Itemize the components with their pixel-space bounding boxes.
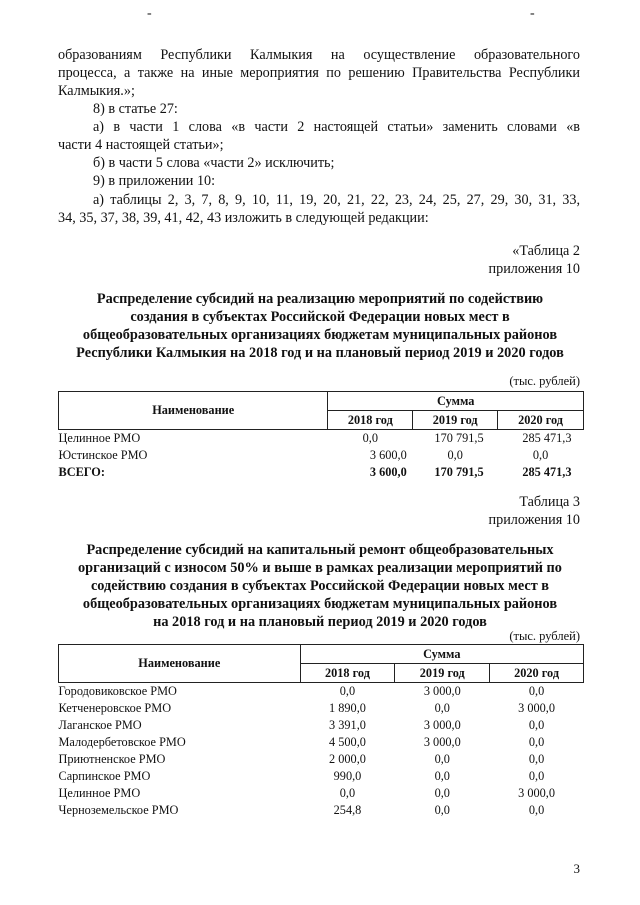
- intro-line-1: образованиям Республики Калмыкия на осуществление образовательного: [58, 47, 580, 63]
- table2-ref-line-1: «Таблица 2: [512, 243, 580, 259]
- row-name: Целинное РМО: [58, 786, 141, 800]
- table-row: [59, 734, 584, 751]
- item-8a-line-2: части 4 настоящей статьи»;: [58, 137, 224, 153]
- row-value: 285 471,3: [522, 431, 572, 445]
- row-value: 1 890,0: [329, 701, 366, 715]
- total-value: 285 471,3: [522, 465, 572, 479]
- row-value: 0,0: [532, 448, 549, 462]
- row-name: Черноземельское РМО: [58, 803, 179, 817]
- table-row: [59, 700, 584, 717]
- table2-title-line-4: Республики Калмыкия на 2018 год и на плановый период 2019 и 2020 годов: [76, 345, 564, 361]
- row-value: 0,0: [362, 431, 379, 445]
- row-value: 0,0: [434, 752, 450, 766]
- row-value: 3 000,0: [423, 684, 461, 698]
- item-9a-line-1: а) таблицы 2, 3, 7, 8, 9, 10, 11, 19, 20, 21, 22, 23, 24, 25, 27, 29, 30, 31, 33,: [93, 192, 580, 208]
- table2-header-year: 2018 год: [328, 411, 413, 430]
- table2-title-line-1: Распределение субсидий на реализацию мероприятий по содействию: [96, 291, 544, 307]
- table-row: [59, 717, 584, 734]
- table-row: [59, 430, 584, 448]
- table3-units: (тыс. рублей): [509, 629, 580, 643]
- row-value: 0,0: [434, 701, 450, 715]
- table3-title-line-2: организаций с износом 50% и выше в рамках реализации мероприятий по: [78, 560, 562, 576]
- row-value: 3 000,0: [518, 786, 556, 800]
- row-value: 3 600,0: [369, 448, 407, 462]
- table-row: [59, 768, 584, 785]
- row-value: 0,0: [434, 769, 450, 783]
- row-value: 3 000,0: [423, 718, 461, 732]
- table2: [58, 391, 584, 481]
- table-total-row: [59, 464, 584, 481]
- row-name: Сарпинское РМО: [58, 769, 151, 783]
- table-row: [59, 751, 584, 768]
- table2-units: (тыс. рублей): [509, 374, 580, 388]
- row-name: Юстинское РМО: [58, 448, 148, 462]
- item-8: 8) в статье 27:: [93, 101, 178, 117]
- total-label: ВСЕГО:: [58, 465, 105, 479]
- row-name: Городовиковское РМО: [58, 684, 177, 698]
- row-name: Кетченеровское РМО: [58, 701, 172, 715]
- table-row: [59, 447, 584, 464]
- table3-title-line-5: на 2018 год и на плановый период 2019 и 2020 годов: [153, 614, 487, 630]
- intro-line-3: Калмыкия.»;: [58, 83, 135, 99]
- row-value: 170 791,5: [434, 431, 484, 445]
- table3: [58, 644, 584, 819]
- row-value: 3 000,0: [423, 735, 461, 749]
- table-row: [59, 802, 584, 819]
- row-value: 3 000,0: [518, 701, 556, 715]
- row-name: Лаганское РМО: [58, 718, 142, 732]
- table2-header-year: 2019 год: [413, 411, 498, 430]
- item-8b: б) в части 5 слова «части 2» исключить;: [93, 155, 335, 171]
- row-value: 0,0: [339, 786, 356, 800]
- row-value: 254,8: [333, 803, 362, 817]
- table3-header-year: 2018 год: [300, 664, 395, 683]
- row-value: 0,0: [528, 718, 545, 732]
- total-value: 3 600,0: [369, 465, 407, 479]
- row-value: 990,0: [333, 769, 362, 783]
- table3-title-line-1: Распределение субсидий на капитальный ремонт общеобразовательных: [86, 542, 554, 558]
- row-value: 0,0: [528, 752, 545, 766]
- table3-header-name: Наименование: [59, 645, 301, 683]
- table2-title-line-3: общеобразовательных организациях бюджетам муниципальных районов: [82, 327, 558, 343]
- item-9: 9) в приложении 10:: [93, 173, 216, 189]
- header-dash-left: -: [147, 6, 152, 21]
- table3-header-year: 2020 год: [490, 664, 584, 683]
- table3-ref-line-1: Таблица 3: [519, 494, 580, 510]
- intro-line-2: процесса, а также на иные мероприятия по решению Правительства Республики: [58, 65, 580, 81]
- row-name: Приютненское РМО: [58, 752, 166, 766]
- table3-title-line-4: общеобразовательных организациях бюджетам муниципальных районов: [82, 596, 558, 612]
- item-9a-line-2: 34, 35, 37, 38, 39, 41, 42, 43 изложить в следующей редакции:: [58, 210, 429, 226]
- row-value: 0,0: [528, 769, 545, 783]
- total-value: 170 791,5: [434, 465, 484, 479]
- table3-header-year: 2019 год: [395, 664, 490, 683]
- header-dash-right: -: [530, 6, 535, 21]
- row-value: 0,0: [528, 803, 545, 817]
- row-name: Целинное РМО: [58, 431, 141, 445]
- table2-header-name: Наименование: [59, 392, 328, 430]
- row-value: 0,0: [339, 684, 356, 698]
- table2-title-line-2: создания в субъектах Российской Федерации новых мест в: [130, 309, 510, 325]
- table2-ref-line-2: приложения 10: [488, 261, 580, 277]
- table2-header-sum: Сумма: [328, 392, 584, 411]
- row-value: 4 500,0: [329, 735, 366, 749]
- row-value: 0,0: [434, 786, 450, 800]
- item-8a-line-1: а) в части 1 слова «в части 2 настоящей статьи» заменить словами «в: [93, 119, 580, 135]
- row-value: 3 391,0: [329, 718, 366, 732]
- table3-ref-line-2: приложения 10: [488, 512, 580, 528]
- page-number: 3: [573, 861, 580, 876]
- table3-header-sum: Сумма: [300, 645, 583, 664]
- row-value: 0,0: [447, 448, 463, 462]
- table-row: [59, 785, 584, 802]
- table-row: [59, 683, 584, 701]
- row-name: Малодербетовское РМО: [58, 735, 186, 749]
- table2-header-year: 2020 год: [498, 411, 584, 430]
- row-value: 0,0: [528, 684, 545, 698]
- row-value: 0,0: [434, 803, 450, 817]
- row-value: 0,0: [528, 735, 545, 749]
- row-value: 2 000,0: [329, 752, 366, 766]
- table3-title-line-3: содействию создания в субъектах Российской Федерации новых мест в: [90, 578, 550, 594]
